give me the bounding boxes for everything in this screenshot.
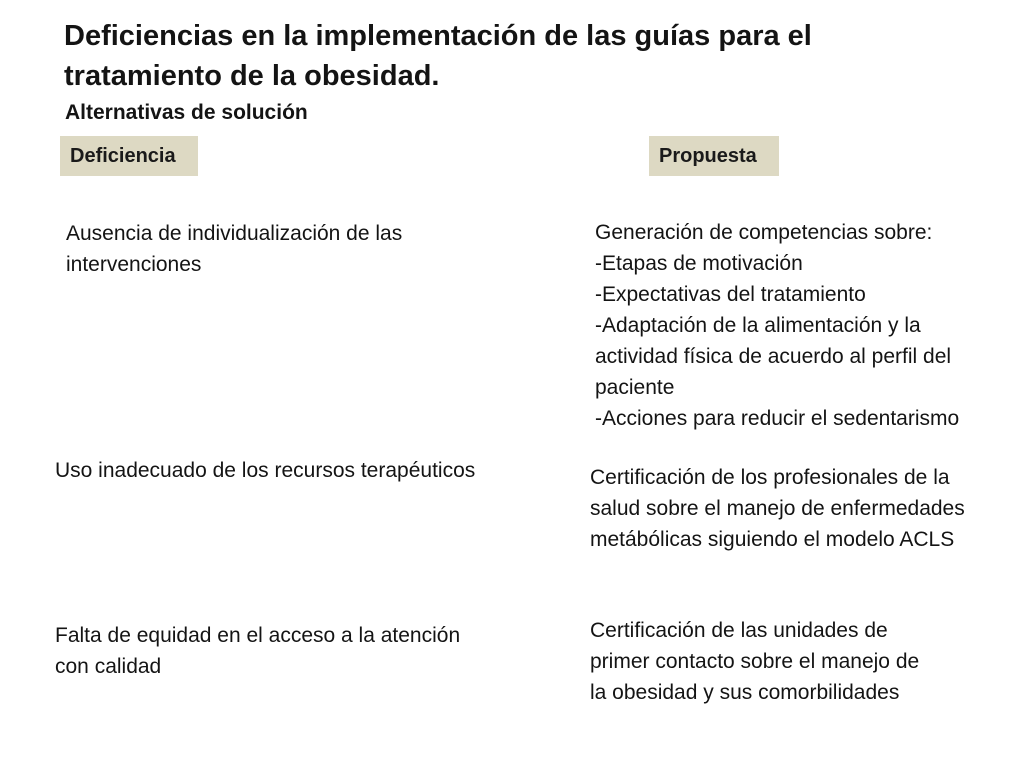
propuesta-line: -Etapas de motivación <box>595 252 803 275</box>
deficiencia-line: intervenciones <box>66 253 202 276</box>
propuesta-line: actividad física de acuerdo al perfil del <box>595 345 952 368</box>
propuesta-line: Certificación de los profesionales de la <box>590 466 950 489</box>
propuesta-line: paciente <box>595 376 675 399</box>
deficiencia-item-1 <box>66 218 402 280</box>
slide-title: Deficiencias en la implementación de las guías para el tratamiento de la obesidad. <box>64 20 812 92</box>
propuesta-line: Generación de competencias sobre: <box>595 221 933 244</box>
deficiencia-line: Falta de equidad en el acceso a la atención <box>55 624 461 647</box>
propuesta-item-2 <box>590 462 965 555</box>
propuesta-line: -Adaptación de la alimentación y la <box>595 314 921 337</box>
propuesta-line: Certificación de las unidades de <box>590 619 888 642</box>
deficiencia-item-2 <box>55 455 475 486</box>
deficiencia-line: Ausencia de individualización de las <box>66 222 403 245</box>
deficiencia-item-3 <box>55 620 460 682</box>
propuesta-header: Propuesta <box>649 136 779 176</box>
propuesta-item-1 <box>595 217 959 434</box>
propuesta-line: -Acciones para reducir el sedentarismo <box>595 407 960 430</box>
propuesta-line: salud sobre el manejo de enfermedades <box>590 497 965 520</box>
deficiencia-line: Uso inadecuado de los recursos terapéuticos <box>55 459 476 482</box>
deficiencia-line: con calidad <box>55 655 162 678</box>
deficiencia-header: Deficiencia <box>60 136 198 176</box>
propuesta-line: la obesidad y sus comorbilidades <box>590 681 900 704</box>
propuesta-line: metábólicas siguiendo el modelo ACLS <box>590 528 955 551</box>
propuesta-line: -Expectativas del tratamiento <box>595 283 866 306</box>
slide-subtitle: Alternativas de solución <box>65 101 308 124</box>
propuesta-item-3 <box>590 615 919 708</box>
propuesta-line: primer contacto sobre el manejo de <box>590 650 920 673</box>
